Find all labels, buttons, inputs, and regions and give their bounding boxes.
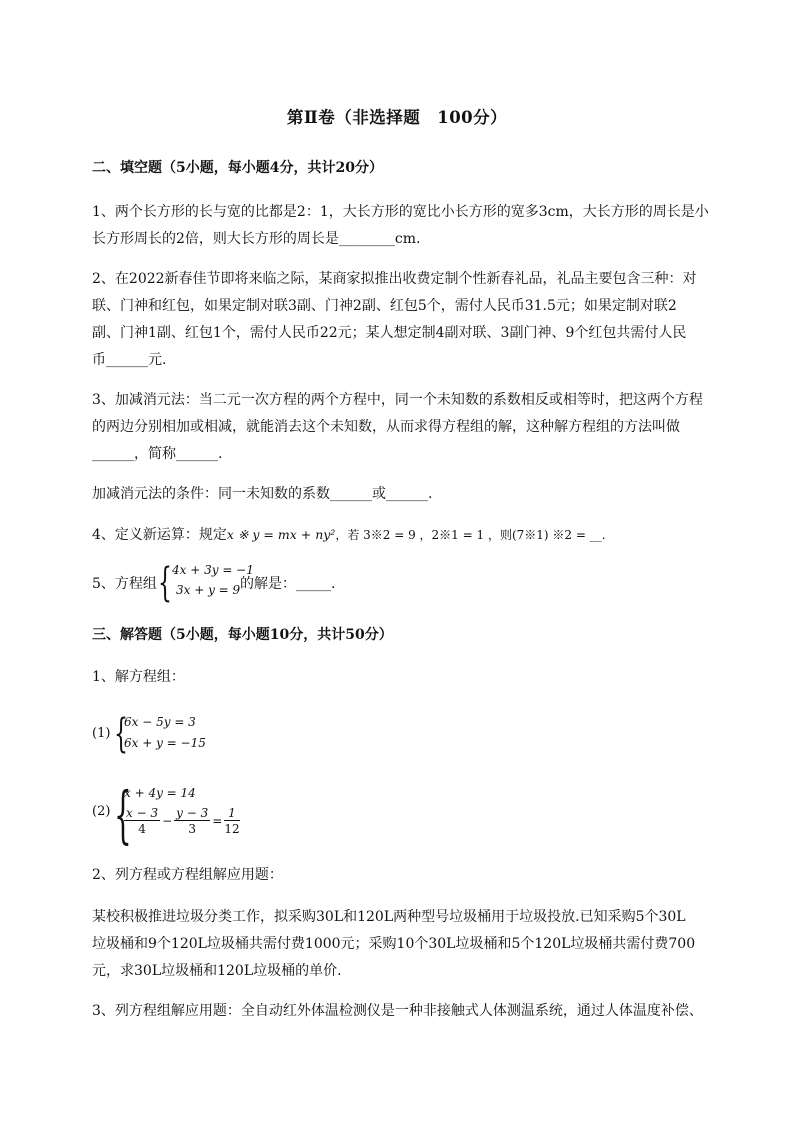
q2-5-eq1: 4x + 3y = −1 [172,563,254,577]
q2-3-line4: 加减消元法的条件：同一未知数的系数______或______. [92,486,433,502]
q2-2-line3: 副、门神1副、红包1个，需付人民币22元；某人想定制4副对联、3副门神、9个红包共需付人民 [92,325,687,341]
q2-4-middle: ，若 3※2 = 9 ，2※1 = 1 ，则(7※1) ※2 = __. [335,528,606,542]
q2-1-line2: 长方形周长的2倍，则大长方形的周长是________cm. [92,231,421,247]
q2-4-formula: x ※ y = mx + ny² [226,527,336,542]
q2-2-line4: 币______元. [92,352,167,368]
q2-5-suffix: 的解是：_____. [240,576,336,592]
q2-2-line2: 联、门神和红包，如果定制对联3副、门神2副、红包5个，需付人民币31.5元；如果定制对联2 [92,298,677,314]
q3-1-p2-frac1 [124,806,160,837]
q3-2-text: 2、列方程或方程组解应用题： [92,867,283,883]
frac1-numerator: x − 3 [126,806,159,820]
q2-5-brace: { [158,560,172,606]
page-title: 第Ⅱ卷（非选择题 100分） [286,108,508,127]
q2-4-prefix: 4、定义新运算：规定 [92,527,227,543]
section-solution-heading: 三、解答题（5小题，每小题10分，共计50分） [92,627,393,643]
q2-3-line2: 的两边分别相加或相减，就能消去这个未知数，从而求得方程组的解，这种解方程组的方法叫做 [92,419,680,435]
q2-3-line1: 3、加减消元法：当二元一次方程的两个方程中，同一个未知数的系数相反或相等时，把这两个方程 [92,392,703,408]
q2-2-line1: 2、在2022新春佳节即将来临之际，某商家拟推出收费定制个性新春礼品，礼品主要包含三种：对 [92,271,697,287]
q3-1-p2-minus: − [162,814,173,828]
frac2-numerator: y − 3 [176,806,209,820]
q3-1-p2-eq2 [122,806,242,837]
q3-1-p2-label: (2) [92,804,111,819]
q3-1-p2-frac3 [224,806,239,837]
q3-2-line1: 某校积极推进垃圾分类工作，拟采购30L和120L两种型号垃圾桶用于垃圾投放.已知采购5个30L [92,909,686,925]
q3-1-p2-frac2 [174,806,210,837]
q3-1-p2-equals: = [212,814,223,828]
q2-5-prefix: 5、方程组 [92,576,157,592]
frac2-denominator: 3 [188,822,197,836]
q3-2-line3: 元，求30L垃圾桶和120L垃圾桶的单价. [92,963,342,979]
q3-1-p1-brace: { [114,711,128,757]
frac3-numerator: 1 [224,806,239,821]
q3-3-line1: 3、列方程组解应用题：全自动红外体温检测仪是一种非接触式人体测温系统，通过人体温度补偿、 [92,1003,703,1019]
q3-2-line2: 垃圾桶和9个120L垃圾桶共需付费1000元；采购10个30L垃圾桶和5个120L垃圾桶共需付费700 [92,936,696,952]
frac3-denominator: 12 [224,822,240,836]
q3-1-p2-eq1: x + 4y = 14 [124,786,196,800]
q3-1-p1-eq1: 6x − 5y = 3 [124,715,196,729]
q2-4-line [92,524,606,544]
q3-1-p1-label: (1) [92,726,111,741]
frac1-denominator: 4 [138,822,146,836]
q2-5-eq2: 3x + y = 9 [176,583,241,597]
q2-3-line3: ______，简称______. [92,446,223,462]
q3-1-p1-eq2: 6x + y = −15 [124,736,206,750]
q3-1-p2-brace: { [114,778,132,851]
q2-1-line1: 1、两个长方形的长与宽的比都是2：1，大长方形的宽比小长方形的宽多3cm，大长方形的周长是小 [92,204,709,220]
q3-1-text: 1、解方程组： [92,669,185,685]
section-fill-blank-heading: 二、填空题（5小题，每小题4分，共计20分） [92,160,383,176]
